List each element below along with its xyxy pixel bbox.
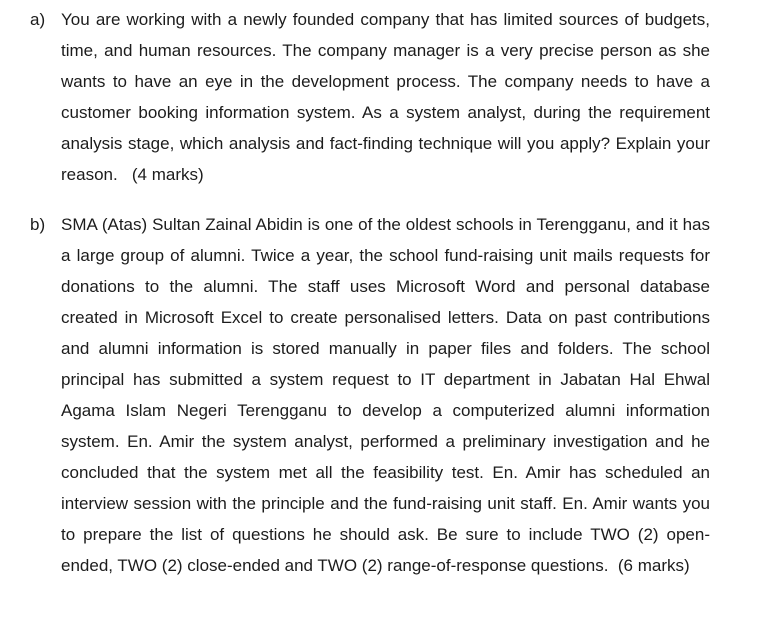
question-text [61,209,710,581]
question-text [61,4,710,190]
question-body: SMA (Atas) Sultan Zainal Abidin is one of the oldest schools in Terengganu, and it has a large group of alumni. Twice a year, the school fund-raising unit mails requests for donations to the alumni. The staff uses Microsoft Word and personal database created in Microsoft Excel to create personalised letters. Data on past contributions and alumni information is stored manually in paper files and folders. The school principal has submitted a system request to IT department in Jabatan Hal Ehwal Agama Islam Negeri Terengganu to develop a computerized alumni information system. En. Amir the system analyst, performed a preliminary investigation and he concluded that the system met all the feasibility test. En. Amir has scheduled an interview session with the principle and the fund-raising unit staff. En. Amir wants you to prepare the list of questions he should ask. Be sure to include TWO (2) open-ended, TWO (2) close-ended and TWO (2) range-of-response questions. [61,215,710,575]
question-a [30,4,710,190]
question-marks: (6 marks) [617,556,690,575]
question-b [30,209,710,581]
question-label: b) [30,215,46,234]
question-label: a) [30,10,46,29]
question-body: You are working with a newly founded company that has limited sources of budgets, time, and human resources. The company manager is a very precise person as she wants to have an eye in the development process. The company needs to have a customer booking information system. As a system analyst, during the requirement analysis stage, which analysis and fact-finding technique will you apply? Explain your reason. [61,10,710,184]
question-marks: (4 marks) [131,165,204,184]
